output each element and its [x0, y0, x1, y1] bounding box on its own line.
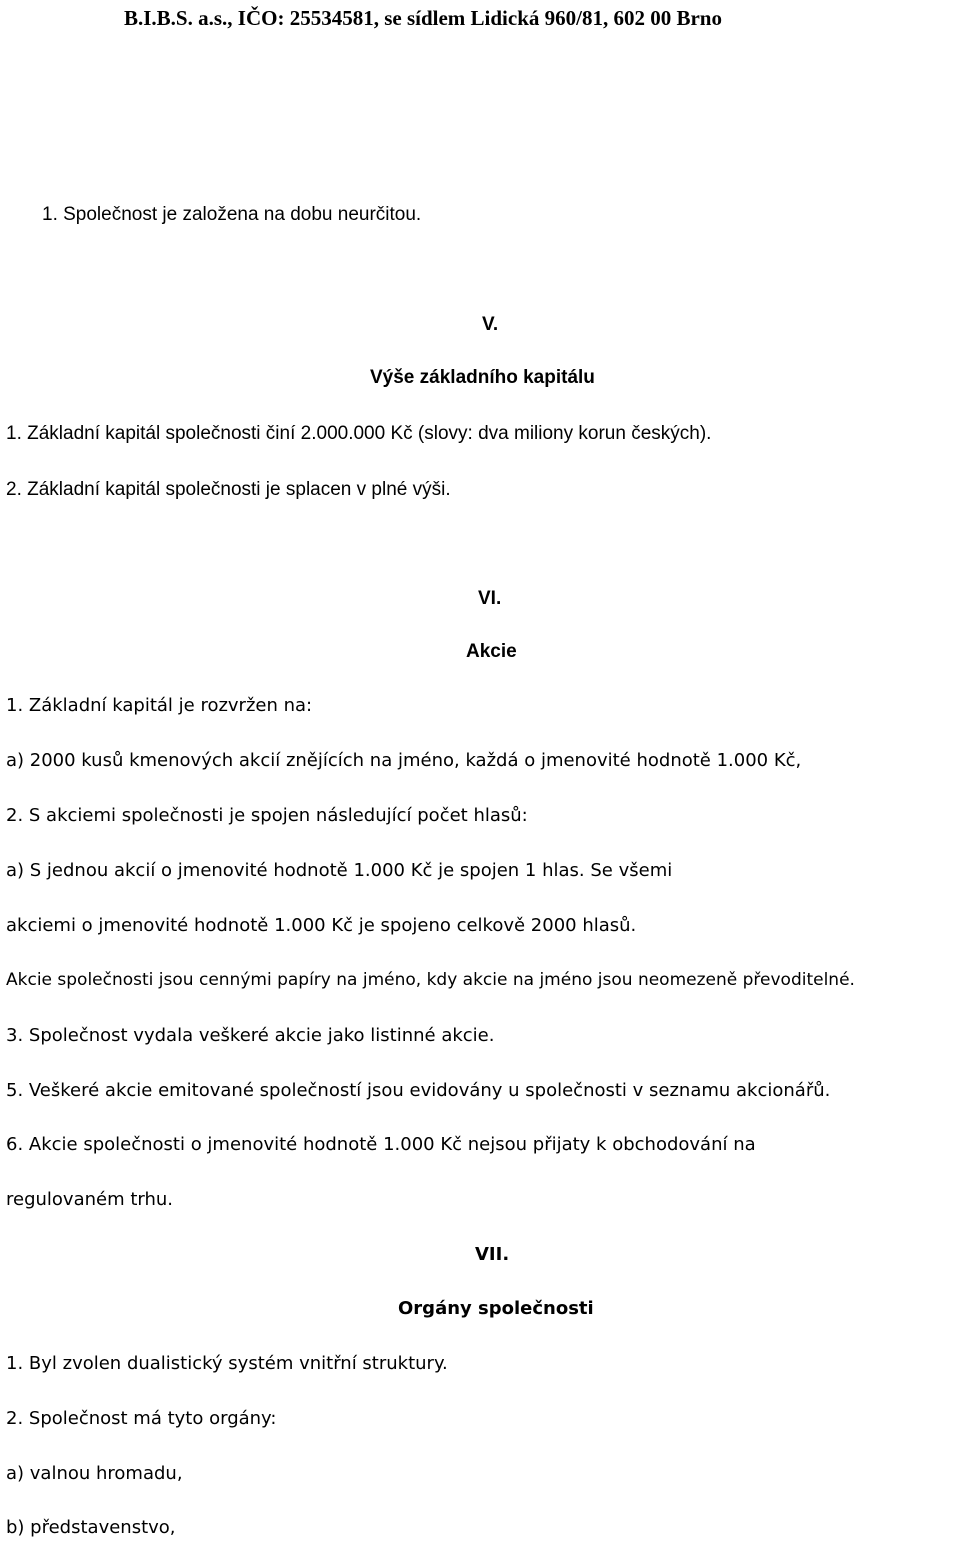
section-vi-title: Akcie: [466, 641, 517, 662]
section-vi-line-8: 5. Veškeré akcie emitované společností jsou evidovány u společnosti v seznamu akcionářů.: [6, 1080, 831, 1101]
section-vi-line-5: akciemi o jmenovité hodnotě 1.000 Kč je spojeno celkově 2000 hlasů.: [6, 915, 637, 936]
section-vi-line-6: Akcie společnosti jsou cennými papíry na jméno, kdy akcie na jméno jsou neomezeně převoditelné.: [6, 970, 855, 990]
section-vi-line-1: 1. Základní kapitál je rozvržen na:: [6, 695, 313, 716]
section-vi-line-7: 3. Společnost vydala veškeré akcie jako listinné akcie.: [6, 1025, 495, 1046]
company-header: B.I.B.S. a.s., IČO: 25534581, se sídlem Lidická 960/81, 602 00 Brno: [124, 6, 722, 30]
section-vii-line-3: a) valnou hromadu,: [6, 1463, 183, 1484]
section-v-item-1: 1. Základní kapitál společnosti činí 2.000.000 Kč (slovy: dva miliony korun českých).: [6, 423, 712, 444]
section-vii-line-1: 1. Byl zvolen dualistický systém vnitřní struktury.: [6, 1353, 448, 1374]
section-v-number: V.: [482, 314, 499, 335]
section-vi-line-3: 2. S akciemi společnosti je spojen následující počet hlasů:: [6, 805, 528, 826]
section-vii-number: VII.: [475, 1244, 510, 1265]
section-vi-line-2: a) 2000 kusů kmenových akcií znějících na jméno, každá o jmenovité hodnotě 1.000 Kč,: [6, 750, 802, 771]
section-vii-line-4: b) představenstvo,: [6, 1517, 176, 1538]
section-iv-item-1: 1. Společnost je založena na dobu neurčitou.: [42, 204, 422, 225]
section-v-title: Výše základního kapitálu: [370, 367, 595, 388]
section-vi-line-4: a) S jednou akcií o jmenovité hodnotě 1.000 Kč je spojen 1 hlas. Se všemi: [6, 860, 673, 881]
section-vi-line-10: regulovaném trhu.: [6, 1189, 174, 1210]
section-vii-title: Orgány společnosti: [398, 1298, 594, 1319]
section-vi-line-9: 6. Akcie společnosti o jmenovité hodnotě 1.000 Kč nejsou přijaty k obchodování na: [6, 1134, 756, 1155]
section-vi-number: VI.: [478, 588, 502, 609]
section-vii-line-2: 2. Společnost má tyto orgány:: [6, 1408, 277, 1429]
section-v-item-2: 2. Základní kapitál společnosti je splacen v plné výši.: [6, 479, 451, 500]
